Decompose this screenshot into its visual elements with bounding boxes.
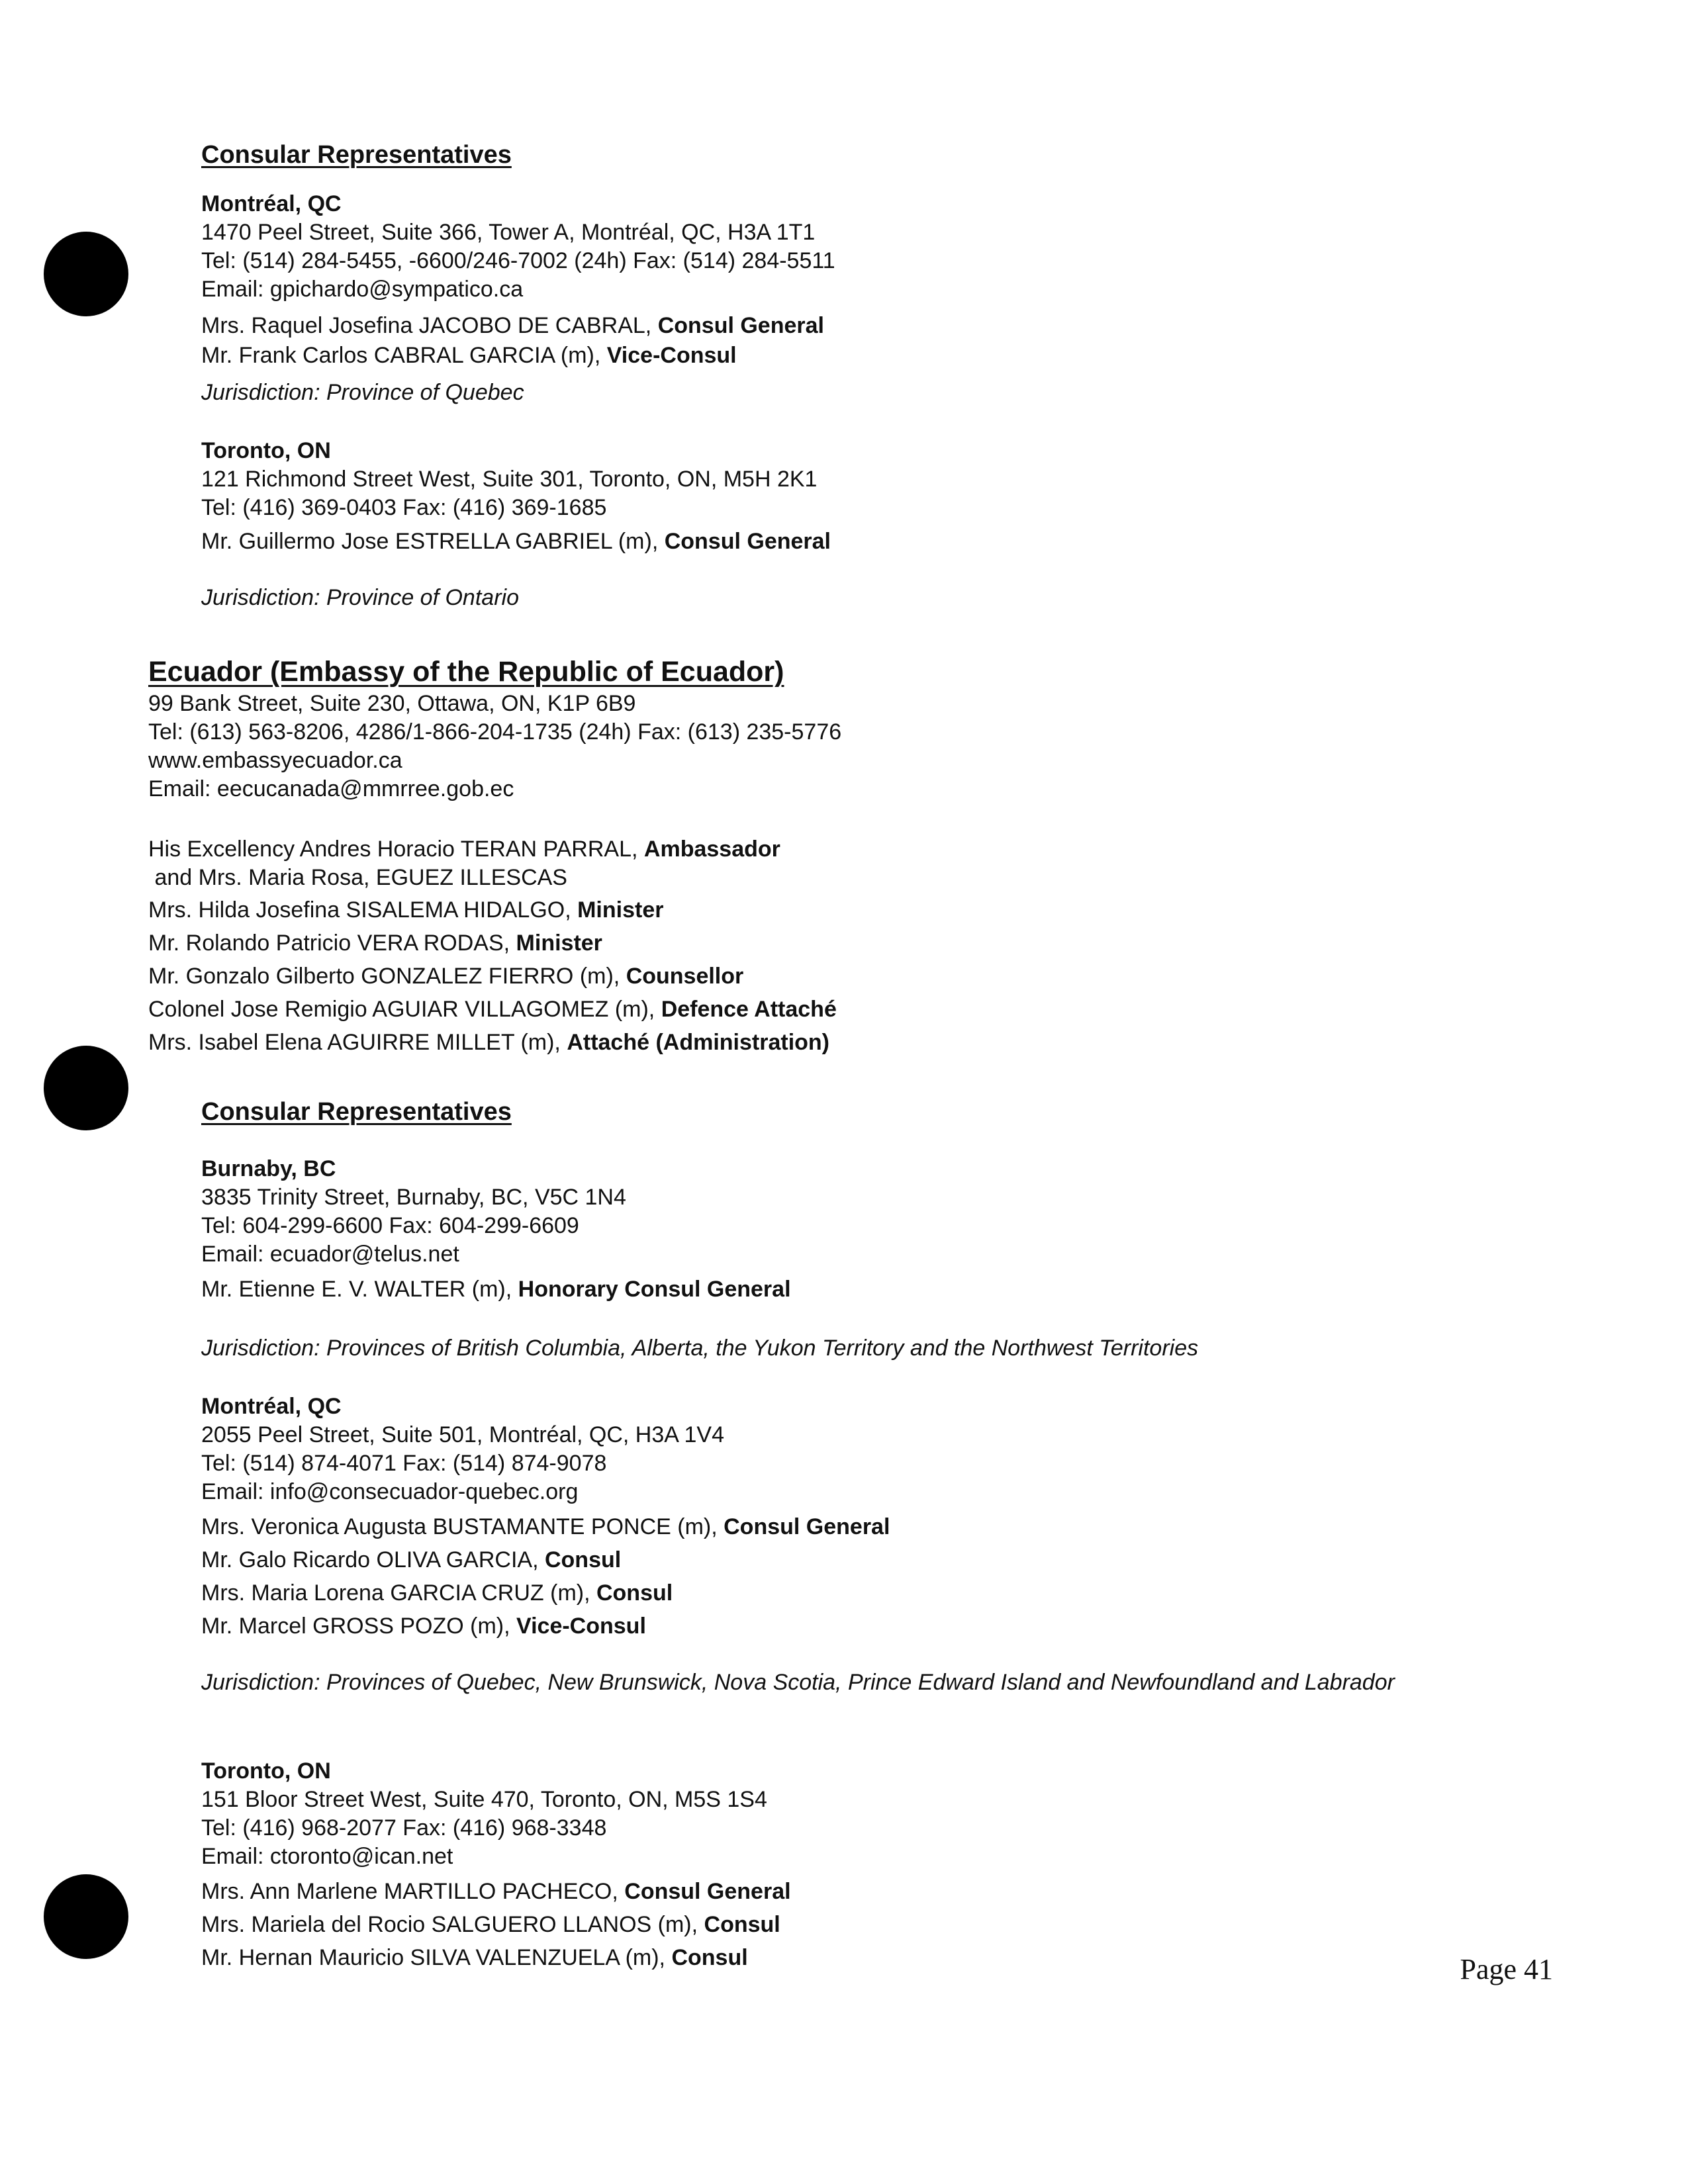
consular-heading: Consular Representatives (201, 141, 512, 169)
embassy-phone-fax: Tel: (613) 563-8206, 4286/1-866-204-1735 (24h) Fax: (613) 235-5776 (148, 719, 842, 745)
consulate-montreal (201, 189, 1591, 407)
jurisdiction: Jurisdiction: Province of Ontario (201, 585, 519, 610)
staff-member (148, 893, 1571, 927)
ecuador-consular-section (201, 1096, 1591, 1974)
phone-fax: Tel: (514) 874-4071 Fax: (514) 874-9078 (201, 1451, 607, 1476)
staff-title: Consul General (624, 1879, 791, 1904)
staff-member (201, 1576, 1591, 1610)
staff-member (201, 1908, 1591, 1941)
jurisdiction: Jurisdiction: Province of Quebec (201, 380, 524, 405)
city-name: Burnaby, BC (201, 1156, 336, 1181)
email: Email: info@consecuador-quebec.org (201, 1479, 579, 1504)
consulate-montreal (201, 1392, 1591, 1697)
staff-member (148, 993, 1571, 1026)
staff-member (201, 1273, 1591, 1306)
staff-list (201, 1875, 1591, 1974)
staff-member (201, 342, 1591, 369)
staff-title: Honorary Consul General (518, 1277, 791, 1302)
phone-fax: Tel: (416) 968-2077 Fax: (416) 968-3348 (201, 1815, 607, 1841)
city-name: Montréal, QC (201, 1394, 342, 1419)
staff-member (201, 525, 1591, 558)
city-name: Toronto, ON (201, 1758, 331, 1784)
staff-member (201, 1510, 1591, 1543)
staff-title: Defence Attaché (661, 997, 837, 1022)
staff-title: Vice-Consul (606, 343, 737, 368)
phone-fax: Tel: (514) 284-5455, -6600/246-7002 (24h) Fax: (514) 284-5511 (201, 248, 835, 273)
staff-name: Mrs. Veronica Augusta BUSTAMANTE PONCE (m), (201, 1514, 724, 1539)
ecuador-embassy-section (148, 654, 1571, 1059)
staff-member (148, 927, 1571, 960)
staff-title: Consul (544, 1547, 622, 1572)
staff-name: and Mrs. Maria Rosa, EGUEZ ILLESCAS (148, 865, 567, 890)
address: 1470 Peel Street, Suite 366, Tower A, Montréal, QC, H3A 1T1 (201, 220, 816, 245)
staff-name: Mrs. Mariela del Rocio SALGUERO LLANOS (m), (201, 1912, 704, 1937)
staff-member (201, 309, 1591, 342)
staff-member (148, 960, 1571, 993)
phone-fax: Tel: 604-299-6600 Fax: 604-299-6609 (201, 1213, 579, 1238)
staff-name: Mrs. Ann Marlene MARTILLO PACHECO, (201, 1879, 625, 1904)
embassy-address: 99 Bank Street, Suite 230, Ottawa, ON, K1P 6B9 (148, 691, 636, 716)
staff-title: Consul General (657, 313, 824, 338)
email: Email: ecuador@telus.net (201, 1242, 459, 1267)
staff-member (148, 1026, 1571, 1059)
phone-fax: Tel: (416) 369-0403 Fax: (416) 369-1685 (201, 495, 607, 520)
staff-name: His Excellency Andres Horacio TERAN PARRAL, (148, 837, 644, 862)
staff-title: Counsellor (626, 964, 744, 989)
staff-title: Minister (577, 897, 664, 923)
binder-hole-top (44, 232, 128, 316)
consular-heading: Consular Representatives (201, 1098, 512, 1126)
dr-consular-section (201, 139, 1591, 612)
staff-name: Mrs. Hilda Josefina SISALEMA HIDALGO, (148, 897, 578, 923)
staff-name: Mr. Rolando Patricio VERA RODAS, (148, 931, 516, 956)
country-heading: Ecuador (Embassy of the Republic of Ecuador) (148, 656, 784, 688)
staff-name: Mr. Frank Carlos CABRAL GARCIA (m), (201, 343, 607, 368)
staff-title: Attaché (Administration) (567, 1030, 830, 1055)
staff-list (201, 309, 1591, 369)
staff-name: Mr. Galo Ricardo OLIVA GARCIA, (201, 1547, 545, 1572)
staff-title: Minister (516, 931, 602, 956)
consulate-toronto (201, 436, 1591, 612)
jurisdiction: Jurisdiction: Provinces of Quebec, New Brunswick, Nova Scotia, Prince Edward Island and Newfoundland and Labrador (201, 1670, 1395, 1695)
embassy-website: www.embassyecuador.ca (148, 748, 402, 773)
consulate-toronto (201, 1756, 1591, 1974)
staff-member (201, 1941, 1591, 1974)
consulate-burnaby (201, 1154, 1591, 1363)
address: 121 Richmond Street West, Suite 301, Toronto, ON, M5H 2K1 (201, 467, 818, 492)
staff-title: Consul (596, 1580, 673, 1606)
city-name: Toronto, ON (201, 438, 331, 463)
staff-title: Consul (704, 1912, 780, 1937)
jurisdiction: Jurisdiction: Provinces of British Columbia, Alberta, the Yukon Territory and the Northwest Territories (201, 1336, 1199, 1361)
staff-name: Mrs. Isabel Elena AGUIRRE MILLET (m), (148, 1030, 567, 1055)
staff-spouse (148, 864, 1571, 892)
city-name: Montréal, QC (201, 191, 342, 216)
staff-name: Mr. Marcel GROSS POZO (m), (201, 1614, 517, 1639)
staff-title: Consul General (724, 1514, 890, 1539)
staff-name: Mrs. Raquel Josefina JACOBO DE CABRAL, (201, 313, 658, 338)
staff-title: Consul General (664, 529, 831, 554)
staff-name: Mr. Etienne E. V. WALTER (m), (201, 1277, 518, 1302)
address: 151 Bloor Street West, Suite 470, Toronto, ON, M5S 1S4 (201, 1787, 767, 1812)
staff-title: Vice-Consul (516, 1614, 646, 1639)
binder-hole-middle (44, 1046, 128, 1130)
email: Email: gpichardo@sympatico.ca (201, 277, 524, 302)
staff-name: Colonel Jose Remigio AGUIAR VILLAGOMEZ (m), (148, 997, 661, 1022)
staff-name: Mr. Guillermo Jose ESTRELLA GABRIEL (m), (201, 529, 665, 554)
staff-member (148, 835, 1571, 864)
staff-name: Mr. Hernan Mauricio SILVA VALENZUELA (m), (201, 1945, 672, 1970)
binder-hole-bottom (44, 1874, 128, 1959)
email: Email: ctoronto@ican.net (201, 1844, 453, 1869)
staff-name: Mrs. Maria Lorena GARCIA CRUZ (m), (201, 1580, 596, 1606)
page-number: Page 41 (1460, 1953, 1553, 1985)
staff-member (201, 1543, 1591, 1576)
embassy-email: Email: eecucanada@mmrree.gob.ec (148, 776, 514, 801)
staff-name: Mr. Gonzalo Gilberto GONZALEZ FIERRO (m), (148, 964, 626, 989)
address: 2055 Peel Street, Suite 501, Montréal, QC, H3A 1V4 (201, 1422, 725, 1447)
staff-member (201, 1875, 1591, 1908)
address: 3835 Trinity Street, Burnaby, BC, V5C 1N4 (201, 1185, 626, 1210)
staff-title: Ambassador (643, 837, 780, 862)
staff-member (201, 1610, 1591, 1643)
staff-title: Consul (671, 1945, 748, 1970)
embassy-staff-list (148, 835, 1571, 1059)
staff-list (201, 1510, 1591, 1643)
